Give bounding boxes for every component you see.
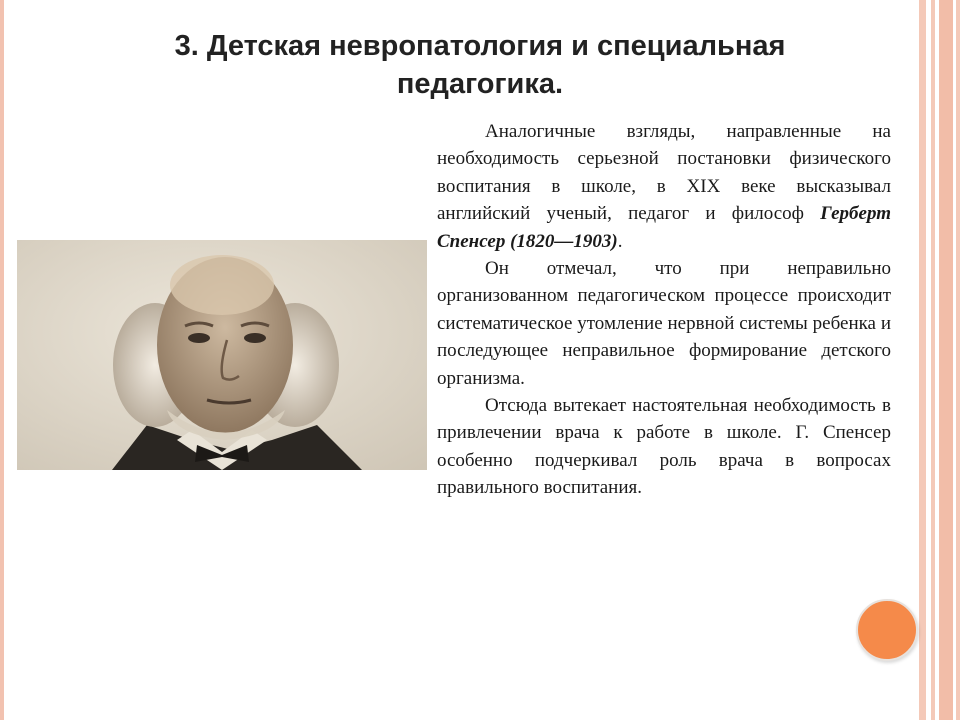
left-border-stripe: [0, 0, 4, 720]
slide-title: [100, 27, 860, 103]
paragraph-1-text: Аналогичные взгляды, направленные на необходимость серьезной постановки физического воспитания в школе, в XIX веке высказывал английский ученый, педагог и философ: [437, 121, 891, 225]
decorative-orange-circle: [856, 599, 918, 661]
paragraph-3: Отсюда вытекает настоятельная необходимость в привлечении врача к работе в школе. Г. Спенсер особенно подчеркивал роль врача в вопросах правильного воспитания.: [437, 395, 891, 499]
slide-title-line1: 3. Детская невропатология и специальная: [174, 30, 786, 62]
border-stripe: [931, 0, 935, 720]
portrait-photo: [17, 240, 427, 470]
border-stripe: [919, 0, 926, 720]
paragraph-1: [437, 118, 891, 255]
portrait-image: [17, 240, 427, 470]
border-stripe: [956, 0, 960, 720]
body-text: [437, 118, 891, 502]
spencer-name: Герберт Спенсер (1820—1903): [437, 203, 891, 252]
right-border-stripes: [915, 0, 960, 720]
paragraph-2: Он отмечал, что при неправильно организованном педагогическом процессе происходит систематическое утомление нервной системы ребенка и последующее неправильное формирование детского организма.: [437, 258, 891, 389]
border-stripe: [939, 0, 953, 720]
paragraph-1-end: .: [617, 230, 623, 252]
slide-title-line2: педагогика.: [396, 68, 564, 100]
